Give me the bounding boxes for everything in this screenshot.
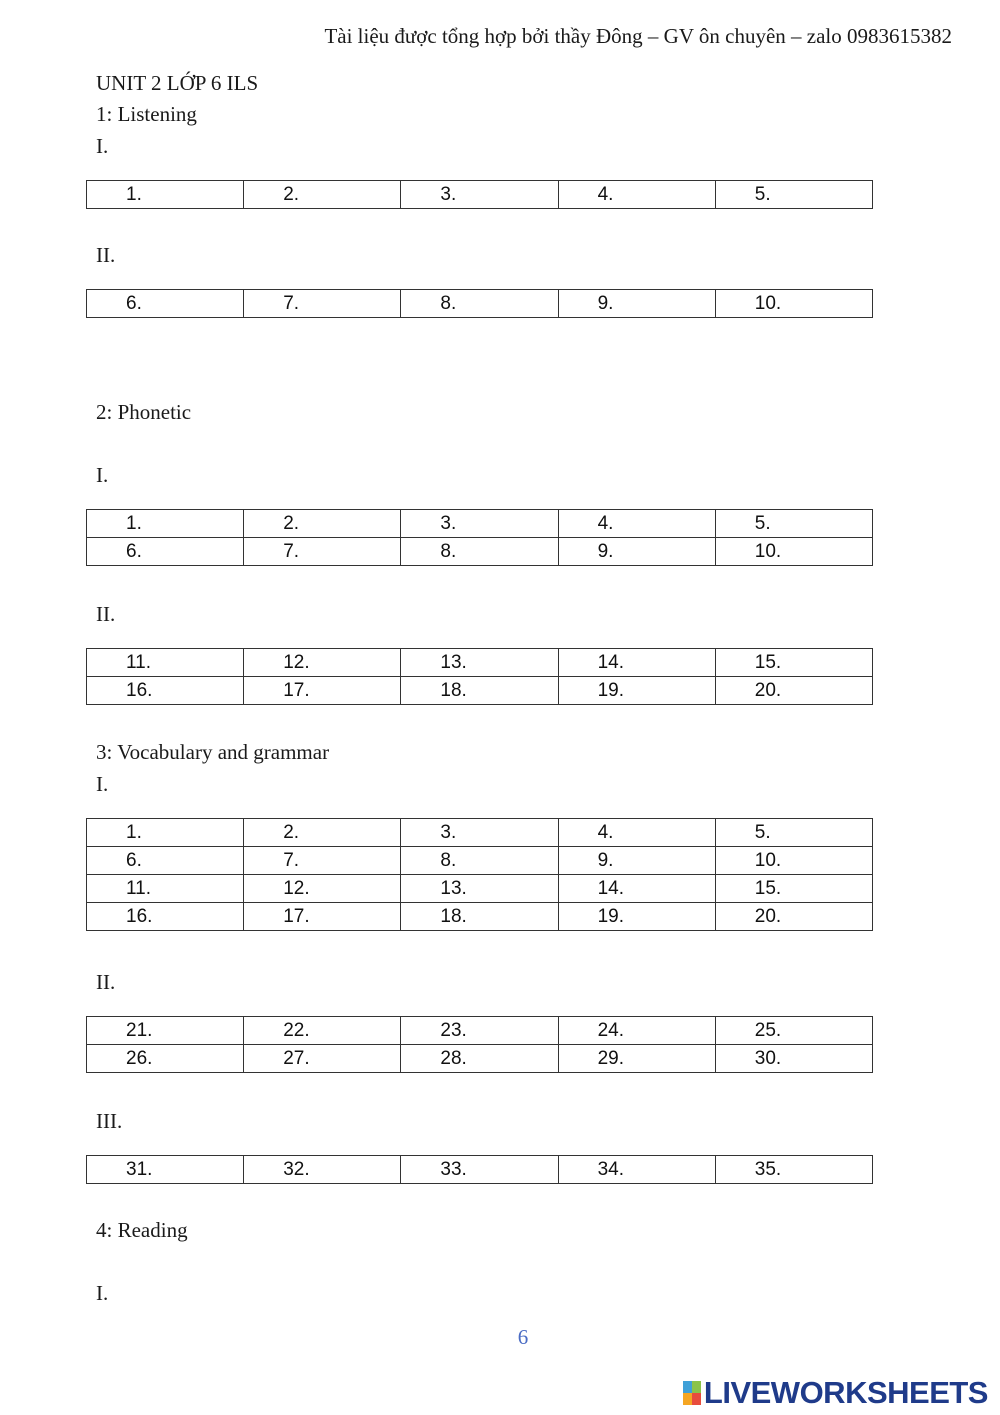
- answer-grid: [86, 509, 873, 566]
- table-row: [87, 649, 873, 677]
- answer-cell[interactable]: 9.: [558, 538, 715, 566]
- answer-grid: [86, 648, 873, 705]
- part-label: I.: [96, 772, 109, 796]
- answer-cell[interactable]: 25.: [715, 1017, 872, 1045]
- answer-cell[interactable]: 7.: [244, 847, 401, 875]
- answer-cell[interactable]: 19.: [558, 677, 715, 705]
- answer-cell[interactable]: 33.: [401, 1156, 558, 1184]
- answer-cell[interactable]: 2.: [244, 510, 401, 538]
- part-label: II.: [96, 970, 116, 994]
- answer-cell[interactable]: 20.: [715, 677, 872, 705]
- answer-cell[interactable]: 31.: [87, 1156, 244, 1184]
- answer-cell[interactable]: 24.: [558, 1017, 715, 1045]
- answer-cell[interactable]: 18.: [401, 903, 558, 931]
- answer-cell[interactable]: 6.: [87, 290, 244, 318]
- answer-cell[interactable]: 1.: [87, 510, 244, 538]
- answer-cell[interactable]: 10.: [715, 538, 872, 566]
- answer-cell[interactable]: 9.: [558, 847, 715, 875]
- answer-cell[interactable]: 19.: [558, 903, 715, 931]
- answer-cell[interactable]: 15.: [715, 875, 872, 903]
- answer-cell[interactable]: 14.: [558, 649, 715, 677]
- liveworksheets-logo: [683, 1375, 988, 1411]
- answer-cell[interactable]: 2.: [244, 819, 401, 847]
- table-row: [87, 538, 873, 566]
- table-row: [87, 875, 873, 903]
- part-label: III.: [96, 1109, 123, 1133]
- answer-cell[interactable]: 5.: [715, 819, 872, 847]
- table-row: [87, 1045, 873, 1073]
- part-label: II.: [96, 243, 116, 267]
- answer-cell[interactable]: 28.: [401, 1045, 558, 1073]
- answer-cell[interactable]: 20.: [715, 903, 872, 931]
- answer-cell[interactable]: 8.: [401, 538, 558, 566]
- answer-cell[interactable]: 11.: [87, 649, 244, 677]
- answer-cell[interactable]: 27.: [244, 1045, 401, 1073]
- table-row: [87, 290, 873, 318]
- answer-cell[interactable]: 2.: [244, 181, 401, 209]
- answer-cell[interactable]: 9.: [558, 290, 715, 318]
- answer-cell[interactable]: 5.: [715, 181, 872, 209]
- table-row: [87, 181, 873, 209]
- answer-cell[interactable]: 8.: [401, 847, 558, 875]
- answer-cell[interactable]: 1.: [87, 181, 244, 209]
- answer-cell[interactable]: 6.: [87, 847, 244, 875]
- answer-cell[interactable]: 5.: [715, 510, 872, 538]
- answer-cell[interactable]: 10.: [715, 290, 872, 318]
- answer-cell[interactable]: 1.: [87, 819, 244, 847]
- answer-cell[interactable]: 3.: [401, 510, 558, 538]
- answer-grid: [86, 1155, 873, 1184]
- answer-cell[interactable]: 29.: [558, 1045, 715, 1073]
- table-row: [87, 677, 873, 705]
- table-row: [87, 1017, 873, 1045]
- answer-cell[interactable]: 7.: [244, 538, 401, 566]
- part-label: I.: [96, 134, 109, 158]
- table-row: [87, 903, 873, 931]
- answer-cell[interactable]: 22.: [244, 1017, 401, 1045]
- answer-grid: [86, 1016, 873, 1073]
- liveworksheets-mark-icon: [683, 1381, 701, 1405]
- answer-cell[interactable]: 30.: [715, 1045, 872, 1073]
- answer-cell[interactable]: 16.: [87, 677, 244, 705]
- table-row: [87, 819, 873, 847]
- answer-cell[interactable]: 3.: [401, 181, 558, 209]
- answer-cell[interactable]: 34.: [558, 1156, 715, 1184]
- answer-grid: [86, 289, 873, 318]
- table-row: [87, 847, 873, 875]
- answer-cell[interactable]: 16.: [87, 903, 244, 931]
- answer-cell[interactable]: 18.: [401, 677, 558, 705]
- section-heading-phonetic: 2: Phonetic: [96, 400, 192, 424]
- answer-cell[interactable]: 17.: [244, 677, 401, 705]
- section-heading-reading: 4: Reading: [96, 1218, 188, 1242]
- answer-cell[interactable]: 4.: [558, 181, 715, 209]
- part-label: I.: [96, 1281, 109, 1305]
- answer-cell[interactable]: 7.: [244, 290, 401, 318]
- table-row: [87, 1156, 873, 1184]
- answer-cell[interactable]: 10.: [715, 847, 872, 875]
- answer-cell[interactable]: 11.: [87, 875, 244, 903]
- answer-cell[interactable]: 23.: [401, 1017, 558, 1045]
- answer-cell[interactable]: 14.: [558, 875, 715, 903]
- answer-cell[interactable]: 8.: [401, 290, 558, 318]
- document-title: UNIT 2 LỚP 6 ILS: [96, 71, 259, 95]
- watermark-text: LIVEWORKSHEETS: [703, 1375, 988, 1410]
- answer-cell[interactable]: 12.: [244, 875, 401, 903]
- answer-cell[interactable]: 6.: [87, 538, 244, 566]
- answer-cell[interactable]: 12.: [244, 649, 401, 677]
- part-label: I.: [96, 463, 109, 487]
- section-heading-vocabulary: 3: Vocabulary and grammar: [96, 740, 330, 764]
- answer-cell[interactable]: 13.: [401, 649, 558, 677]
- answer-cell[interactable]: 32.: [244, 1156, 401, 1184]
- answer-cell[interactable]: 15.: [715, 649, 872, 677]
- answer-cell[interactable]: 4.: [558, 510, 715, 538]
- answer-grid: [86, 818, 873, 931]
- answer-grid: [86, 180, 873, 209]
- answer-cell[interactable]: 17.: [244, 903, 401, 931]
- table-row: [87, 510, 873, 538]
- answer-cell[interactable]: 35.: [715, 1156, 872, 1184]
- page-number: 6: [517, 1325, 529, 1349]
- part-label: II.: [96, 602, 116, 626]
- section-heading-listening: 1: Listening: [96, 102, 197, 126]
- page-header: Tài liệu được tổng hợp bởi thầy Đông – GV ôn chuyên – zalo 0983615382: [324, 24, 952, 48]
- answer-cell[interactable]: 13.: [401, 875, 558, 903]
- answer-cell[interactable]: 21.: [87, 1017, 244, 1045]
- answer-cell[interactable]: 4.: [558, 819, 715, 847]
- answer-cell[interactable]: 3.: [401, 819, 558, 847]
- answer-cell[interactable]: 26.: [87, 1045, 244, 1073]
